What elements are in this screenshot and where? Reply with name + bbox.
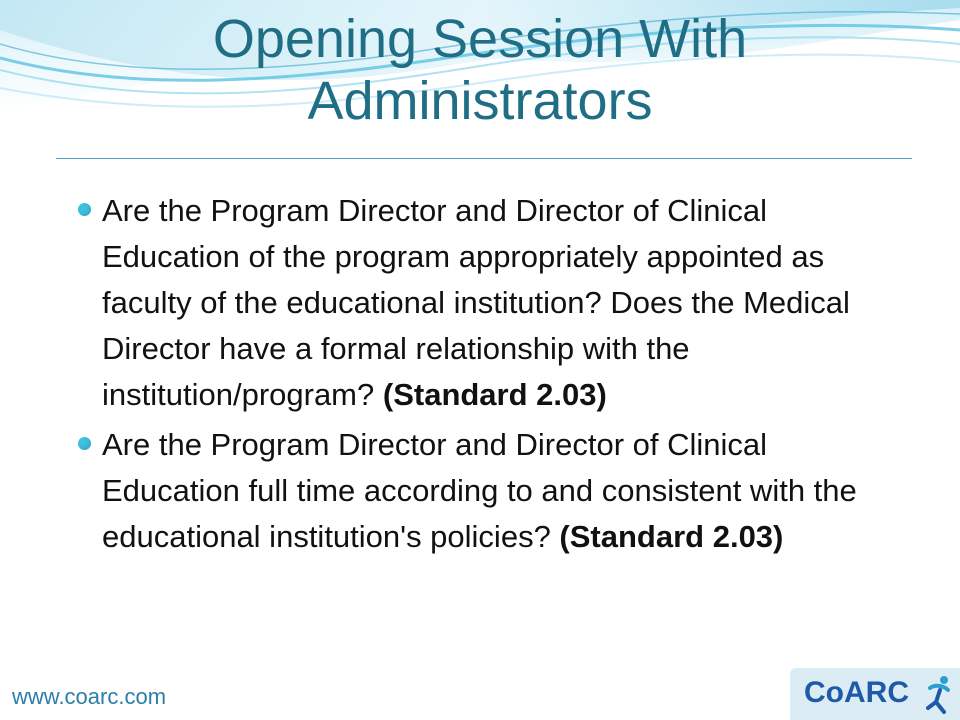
page-title: Opening Session With Administrators bbox=[212, 9, 748, 131]
bullet-standard-reference: (Standard 2.03) bbox=[559, 519, 784, 554]
running-figure-icon bbox=[924, 674, 954, 714]
bullet-text: Are the Program Director and Director of Clinical Education of the program appropriately appointed as faculty of the educational institution? Does the Medical Director have a formal relationship with the institution/program? bbox=[102, 193, 850, 412]
bullet-item bbox=[70, 422, 910, 560]
bullet-text: Are the Program Director and Director of Clinical Education full time according to and consistent with the educational institution's policies? bbox=[102, 427, 857, 554]
bullet-list bbox=[70, 188, 910, 564]
bullet-item bbox=[70, 188, 910, 418]
footer-url: www.coarc.com bbox=[12, 684, 167, 709]
bullet-dot-icon bbox=[78, 437, 91, 450]
bullet-standard-reference: (Standard 2.03) bbox=[382, 377, 607, 412]
bullet-dot-icon bbox=[78, 203, 91, 216]
title-divider bbox=[56, 158, 912, 159]
logo-text: CoARC bbox=[804, 676, 909, 709]
coarc-logo bbox=[790, 668, 960, 720]
